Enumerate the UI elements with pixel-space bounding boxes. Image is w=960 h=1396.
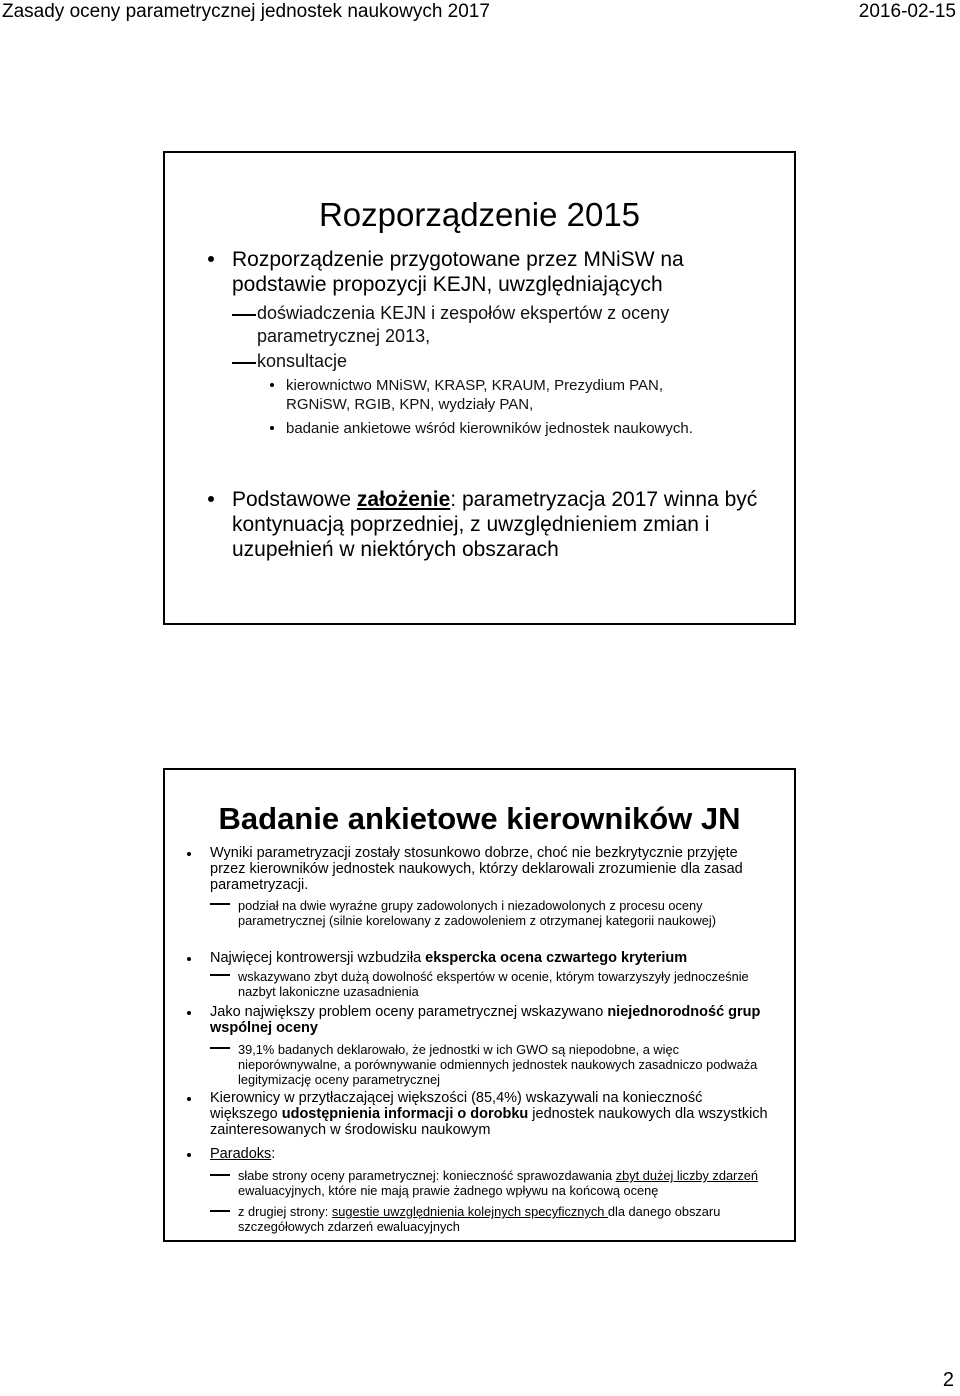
bullet-icon [187,1153,191,1157]
bullet-text: Paradoks: [210,1146,276,1162]
bullet-text: Najwięcej kontrowersji wzbudziła ekspercka ocena czwartego kryterium [210,950,688,966]
bullet-icon [187,1011,191,1015]
slide-title: Rozporządzenie 2015 [318,196,641,233]
bullet-icon [270,426,274,430]
bullet-icon [208,256,214,262]
slide-badanie-ankietowe [163,768,796,1242]
sub-bullet-text: doświadczenia KEJN i zespołów ekspertów z oceny parametrycznej 2013, [257,303,670,346]
bullet-icon [187,957,191,961]
sub-bullet-text: słabe strony oceny parametrycznej: konieczność sprawozdawania zbyt dużej liczby zdarzeń ewaluacyjnych, które nie mają prawie żadnego wpływu na końcową ocenę [238,1168,758,1198]
dash-icon [210,1210,230,1212]
dash-icon [210,903,230,905]
bullet-icon [187,1097,191,1101]
sub-sub-bullet-text: badanie ankietowe wśród kierowników jednostek naukowych. [286,420,693,437]
bullet-icon [270,383,274,387]
bullet-text: Jako największy problem oceny parametrycznej wskazywano niejednorodność grup wspólnej oceny [210,1004,761,1036]
dash-icon [232,314,256,316]
dash-icon [210,974,230,976]
document-header-title: Zasady oceny parametrycznej jednostek naukowych 2017 [2,1,490,22]
dash-icon [232,362,256,364]
slide-rozporzadzenie-2015 [163,151,796,625]
bullet-text: Podstawowe założenie: parametryzacja 2017 winna być kontynuacją poprzedniej, z uwzględnieniem zmian i uzupełnień w niektórych obszarach [232,488,758,561]
sub-bullet-text: podział na dwie wyraźne grupy zadowolonych i niezadowolonych z procesu oceny parametrycznej (silnie korelowany z zadowoleniem z otrzymanej kategorii naukowej) [238,898,716,928]
page-number: 2 [942,1369,954,1391]
slide-title: Badanie ankietowe kierowników JN [218,801,741,836]
sub-bullet-text: konsultacje [257,351,348,371]
sub-bullet-text: 39,1% badanych deklarowało, że jednostki w ich GWO są niepodobne, a więc nieporównywalne, a porównywanie odmiennych jednostek naukowych zasadniczo podważa legitymizację oceny parametrycznej [238,1042,758,1087]
sub-sub-bullet-text: kierownictwo MNiSW, KRASP, KRAUM, Prezydium PAN, RGNiSW, RGIB, KPN, wydziały PAN, [286,377,664,413]
dash-icon [210,1047,230,1049]
dash-icon [210,1174,230,1176]
bullet-text: Kierownicy w przytłaczającej większości (85,4%) wskazywali na konieczność większego udostępnienia informacji o dorobku jednostek naukowych dla wszystkich zainteresowanych w środowisku naukowym [210,1090,768,1138]
bullet-icon [187,852,191,856]
bullet-text: Wyniki parametryzacji zostały stosunkowo dobrze, choć nie bezkrytycznie przyjęte przez kierowników jednostek naukowych, którzy deklarowali zrozumienie dla zasad parametryzacji. [210,845,743,893]
document-header-date: 2016-02-15 [858,1,956,22]
bullet-text: Rozporządzenie przygotowane przez MNiSW na podstawie propozycji KEJN, uwzględniających [232,248,684,296]
sub-bullet-text: z drugiej strony: sugestie uwzględnienia kolejnych specyficznych dla danego obszaru szczegółowych zdarzeń ewaluacyjnych [238,1204,721,1234]
bullet-icon [208,496,214,502]
sub-bullet-text: wskazywano zbyt dużą dowolność ekspertów w ocenie, którym towarzyszyły jednocześnie nazbyt lakoniczne uzasadnienia [238,969,749,999]
